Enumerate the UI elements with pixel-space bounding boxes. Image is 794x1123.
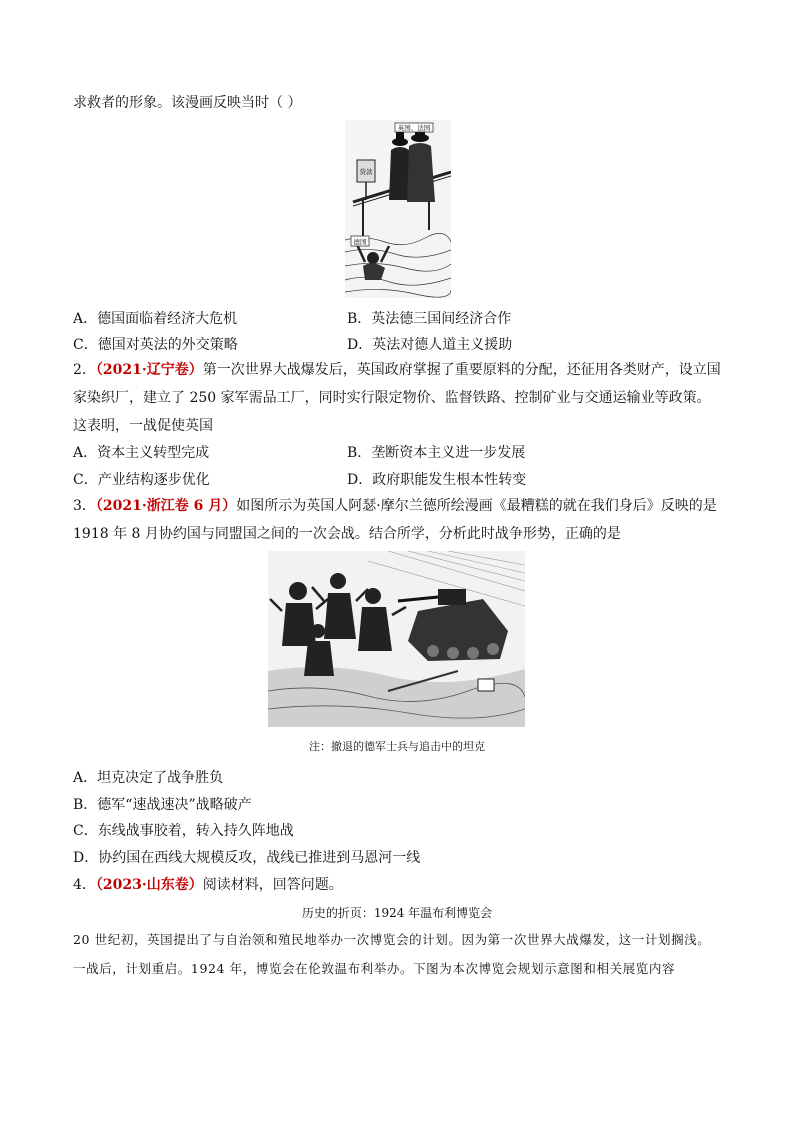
question-stem: 第一次世界大战爆发后，英国政府掌握了重要原料的分配，还征用各类财产，设立国家染织厂，建立了 250 家军需品工厂，同时实行限定物价、监督铁路、控制矿业与交通运输业等政策。这表明，一战促使英国	[73, 362, 721, 434]
option-b[interactable]: B．垄断资本主义进一步发展	[347, 445, 526, 461]
option-c[interactable]: C．产业结构逐步优化	[73, 472, 210, 488]
option-a[interactable]: A．资本主义转型完成	[73, 445, 210, 461]
option-d[interactable]: D．政府职能发生根本性转变	[347, 472, 527, 488]
question-source: （2021·浙江卷 6 月）	[95, 498, 237, 514]
question-2	[73, 356, 723, 440]
question-source: （2021·辽宁卷）	[95, 362, 203, 378]
question-number: 2．	[73, 362, 96, 378]
question-stem: 阅读材料，回答问题。	[202, 877, 343, 893]
option-a[interactable]: A．坦克决定了战争胜负	[73, 770, 224, 786]
question-3	[73, 492, 723, 548]
option-c[interactable]: C．东线战事胶着，转入持久阵地战	[73, 823, 294, 839]
cartoon-label: 德国	[353, 239, 367, 246]
option-a[interactable]: A．德国面临着经济大危机	[73, 311, 238, 327]
question-4	[73, 875, 343, 895]
option-d[interactable]: D．协约国在西线大规模反攻，战线已推进到马恩河一线	[73, 850, 421, 866]
option-d[interactable]: D．英法对德人道主义援助	[347, 337, 513, 353]
option-c[interactable]: C．德国对英法的外交策略	[73, 337, 238, 353]
question-intro-text: 求救者的形象。该漫画反映当时（ ）	[73, 95, 302, 111]
cartoon-label: 贷款	[359, 169, 373, 176]
question-number: 3．	[73, 498, 96, 514]
material-title: 历史的折页：1924 年温布利博览会	[301, 906, 493, 920]
figure-caption: 注：撤退的德军士兵与追击中的坦克	[309, 740, 485, 753]
material-text: 20 世纪初，英国提出了与自治领和殖民地举办一次博览会的计划。因为第一次世界大战爆发，这一计划搁浅。一战后，计划重启。1924 年，博览会在伦敦温布利举办。下图为本次博览会规划示意图和相关展览内容	[73, 932, 711, 976]
option-b[interactable]: B．英法德三国间经济合作	[347, 311, 512, 327]
cartoon-image-tank	[268, 551, 525, 727]
cartoon-image-loan	[345, 120, 451, 298]
question-number: 4．	[73, 877, 96, 893]
option-b[interactable]: B．德军“速战速决”战略破产	[73, 797, 252, 813]
cartoon-label: 英国、法国	[397, 125, 431, 132]
question-stem: 如图所示为英国人阿瑟·摩尔兰德所绘漫画《最糟糕的就在我们身后》反映的是 1918 年 8 月协约国与同盟国之间的一次会战。结合所学，分析此时战争形势，正确的是	[73, 498, 717, 542]
question-source: （2023·山东卷）	[95, 877, 203, 893]
